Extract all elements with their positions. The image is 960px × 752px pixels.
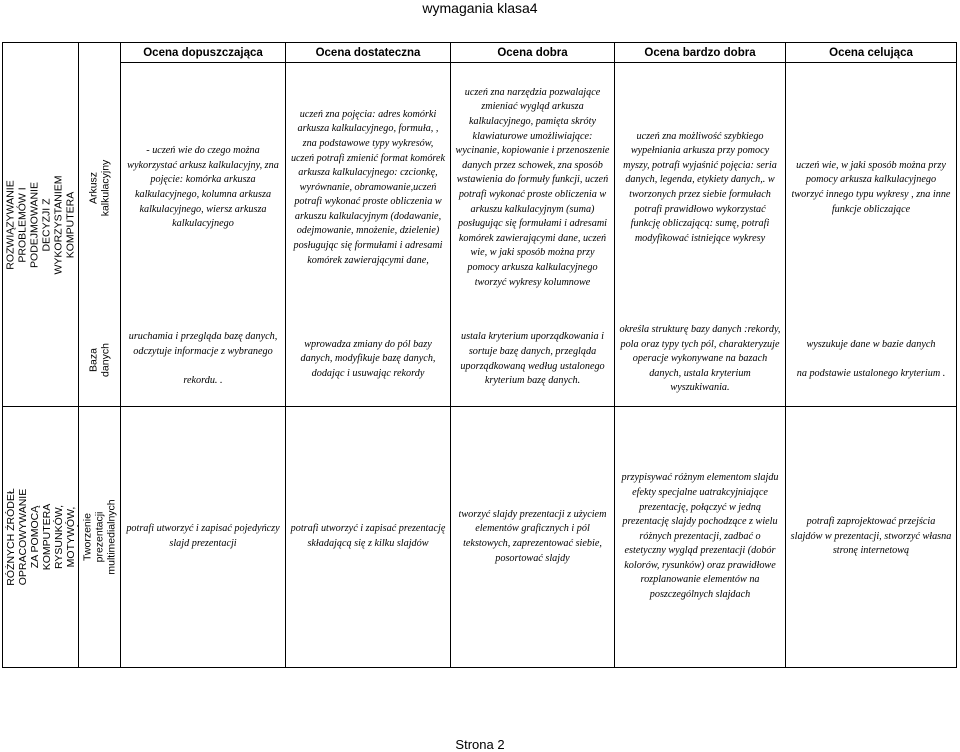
cell-baza-celujaca: wyszukuje dane w bazie danych na podstawie ustalonego kryterium . — [796, 338, 946, 379]
cell-arkusz-bardzo-dobra: uczeń zna możliwość szybkiego wypełniania arkusza przy pomocy myszy, potrafi wyjaśnić pojęcia: seria danych, legenda, etykiety danych,. w tworzonych przez siebie formułach potrafi prawidłowo wykorzystać funkcję obliczającą: sumę, potrafi modyfikować istniejące wykresy — [623, 130, 777, 244]
cell-prezentacje-bardzo-dobra: przypisywać różnym elementom slajdu efekty specjalne uatrakcyjniające prezentację, połączyć w jedną prezentację slajdy pochodzące z wielu różnych prezentacji, zadbać o estetyczny wygląd prezentacji (dobór kolorów, rysunków) oraz prawidłowe rozplanowanie elementów na poszczególnych slajdach — [621, 472, 779, 601]
topic-baza-danych — [79, 313, 120, 406]
table-border-bottom — [2, 667, 957, 668]
cell-prezentacje-dobra: tworzyć slajdy prezentacji z użyciem elementów graficznych i pól tekstowych, zaprezentować siebie, posortować slajdy — [458, 508, 607, 564]
cell-baza-dostateczna: wprowadza zmiany do pól bazy danych, modyfikuje bazę danych, dodając i usuwając rekordy — [300, 338, 436, 379]
header-grade-celujaca: Ocena celująca — [829, 46, 913, 59]
header-grade-dostateczna: Ocena dostateczna — [315, 46, 421, 59]
cell-prezentacje-dopuszczajaca: potrafi utworzyć i zapisać pojedyńczy slajd prezentacji — [126, 523, 280, 549]
topic-prezentacje — [79, 407, 120, 667]
header-grade-bardzo-dobra: Ocena bardzo dobra — [644, 46, 756, 59]
area-label-problem-solving — [3, 43, 78, 406]
cell-arkusz-dostateczna: uczeń zna pojęcia: adres komórki arkusza kalkulacyjnego, formuła, , zna podstawowe typy wykresów, uczeń potrafi zmienić format komórek arkusza kalkulacyjnego: czcionkę, wyrównanie, obramowanie,uczeń potrafi wykonać proste obliczenia w arkuszu kalkulacyjnym (dodawanie, odejmowanie, mnożenie, dzielenie) posługując się formułami i adresami komórek zawierającymi dane, — [290, 108, 446, 266]
cell-arkusz-dobra: uczeń zna narzędzia pozwalające zmieniać wygląd arkusza kalkulacyjnego, pamięta skróty klawiaturowe umożliwiające: wycinanie, kopiowanie i przenoszenie danych przez schowek, zna sposób wstawienia do formuły funkcji, uczeń potrafi wykonać proste obliczenia w arkuszu kalkulacyjnym (suma) posługując się formułami i adresami komórek zawierającymi dane, uczeń wie, w jaki sposób można przy pomocy arkusza kalkulacyjnego tworzyć wykresy kolumnowe — [455, 86, 610, 288]
cell-arkusz-celujaca: uczeń wie, w jaki sposób można przy pomocy arkusza kalkulacyjnego tworzyć innego typu wykresy , zna inne funkcje obliczające — [791, 159, 951, 215]
area-label-text: ROZWIĄZYWANIE PROBLEMÓW I PODEJMOWANIE DECYZJI Z WYKORZYSTANIEM KOMPUTERA — [4, 175, 77, 274]
topic-text: Baza danych — [87, 342, 112, 377]
cell-arkusz-dopuszczajaca: - uczeń wie do czego można wykorzystać arkusz kalkulacyjny, zna pojęcie: komórka arkusza kalkulacyjnego, kolumna arkusza kalkulacyjnego, wiersz arkusza kalkulacyjnego — [127, 145, 279, 230]
topic-arkusz-kalkulacyjny — [79, 63, 120, 313]
header-grade-dopuszczajaca: Ocena dopuszczająca — [143, 46, 263, 59]
header-grade-dobra: Ocena dobra — [497, 46, 568, 59]
table-border-right — [956, 42, 957, 668]
requirements-table — [2, 42, 957, 668]
topic-text: Arkusz kalkulacyjny — [87, 159, 112, 217]
cell-baza-bardzo-dobra: określa strukturę bazy danych :rekordy, pola oraz typy tych pól, charakteryzuje operacje wykonywane na bazach danych, ustala kryterium wyszukiwania. — [619, 324, 781, 394]
area-label-information — [3, 407, 78, 667]
topic-text: Tworzenie prezentacji multimedialnych — [81, 499, 118, 575]
cell-prezentacje-celujaca: potrafi zaprojektować przejścia slajdów w prezentacji, stworzyć własna stronę internetową — [790, 516, 952, 557]
page-footer: Strona 2 — [455, 737, 505, 752]
area-label-text: RÓŻNYCH ŹRÓDEŁ OPRACOWYWANIE ZA POMOCĄ KOMPUTERA RYSUNKÓW, MOTYWÓW, — [4, 488, 77, 586]
cell-baza-dobra: ustala kryterium uporządkowania i sortuje bazę danych, przegląda uporządkowaną według ustalonego kryterium bazę danych. — [460, 331, 605, 387]
page-title: wymagania klasa4 — [422, 0, 538, 16]
cell-baza-dopuszczajaca: uruchamia i przegląda bazę danych, odczytuje informacje z wybranego rekordu. . — [128, 331, 278, 387]
cell-prezentacje-dostateczna: potrafi utworzyć i zapisać prezentację składającą się z kilku slajdów — [290, 523, 446, 549]
